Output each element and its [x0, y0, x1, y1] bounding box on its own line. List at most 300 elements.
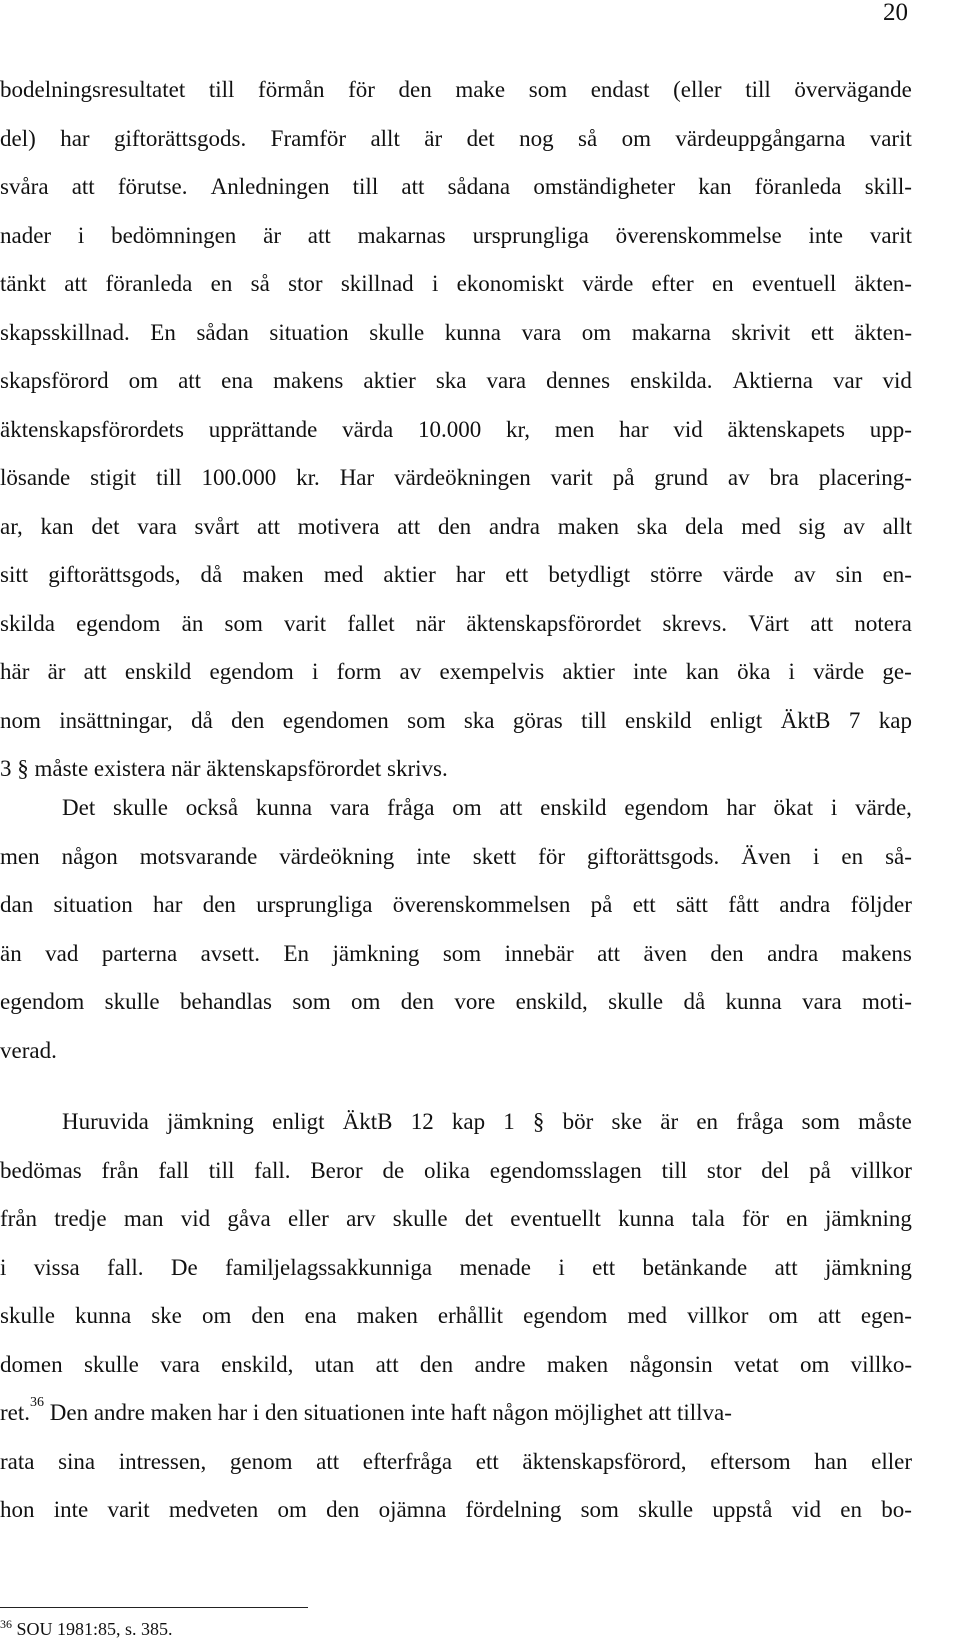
- word: vid: [791, 1497, 822, 1522]
- word: värdeökning: [279, 843, 395, 869]
- word: kap: [878, 707, 912, 733]
- word: ett: [632, 892, 656, 917]
- text-line: [0, 115, 912, 164]
- word: vetat: [733, 1351, 779, 1377]
- text-line: ret. 36 Den andre maken har i den situationen inte haft någon möjlighet att tillva-: [0, 1389, 912, 1438]
- word: ett: [592, 1254, 616, 1280]
- word: notera: [854, 610, 912, 636]
- word: del): [0, 125, 36, 151]
- word: en: [210, 271, 233, 296]
- word: man: [123, 1206, 164, 1231]
- word: föranleda: [754, 174, 842, 199]
- word: till: [661, 1157, 688, 1183]
- text-line: [0, 833, 912, 882]
- footnote-divider: [0, 1607, 308, 1608]
- word: Framför: [270, 125, 347, 151]
- word: fall: [158, 1157, 190, 1183]
- word: ÄktB: [342, 1109, 393, 1134]
- word: egen-: [860, 1303, 912, 1328]
- text-line: [0, 1292, 912, 1341]
- word: domen: [0, 1351, 63, 1377]
- word: vid: [882, 368, 912, 393]
- word: öka: [737, 659, 771, 684]
- word: jämkning: [824, 1254, 912, 1280]
- word: kunna: [618, 1206, 675, 1231]
- word: stor: [288, 271, 323, 296]
- word: skulle: [392, 1206, 448, 1231]
- word: innebär: [504, 940, 574, 966]
- text-line: [0, 163, 912, 212]
- word: jämkning: [825, 1206, 912, 1231]
- word: värda: [342, 416, 394, 442]
- word: i: [431, 271, 439, 296]
- word: inte: [632, 659, 668, 684]
- text-line: [0, 930, 912, 979]
- word: tala: [691, 1206, 725, 1231]
- text-line: [0, 697, 912, 746]
- word: fråga: [736, 1109, 784, 1134]
- word: han: [814, 1448, 848, 1474]
- word: vara: [802, 989, 842, 1014]
- word: äktenskapets: [727, 416, 845, 442]
- word: aktier: [562, 659, 615, 684]
- word: ekonomiskt: [456, 271, 564, 296]
- word: i: [0, 1254, 7, 1280]
- word: varit: [284, 610, 327, 636]
- word: 10.000: [417, 416, 482, 442]
- word: gåva: [227, 1206, 271, 1231]
- word: ÄktB: [780, 707, 831, 733]
- word: vara: [486, 368, 527, 393]
- word: än: [181, 610, 204, 636]
- word: en-: [882, 562, 912, 587]
- word: om: [799, 1351, 830, 1377]
- word: det: [464, 1206, 493, 1231]
- word: arv: [346, 1206, 376, 1231]
- word: för: [742, 1206, 769, 1231]
- word: den: [400, 989, 434, 1014]
- word: §: [532, 1109, 545, 1134]
- word: genom: [229, 1448, 293, 1474]
- word: föranleda: [105, 271, 193, 296]
- word: En: [150, 319, 176, 345]
- word: svårt: [194, 513, 240, 539]
- word: om: [351, 989, 381, 1014]
- word: övervägande: [794, 77, 912, 102]
- word: ökat: [773, 795, 814, 820]
- word: fått: [728, 892, 759, 917]
- word: med: [627, 1303, 668, 1328]
- word: egendomen: [282, 707, 389, 733]
- word: har: [153, 892, 183, 917]
- word: familjelagssakkunniga: [225, 1254, 433, 1280]
- word: andra: [767, 940, 819, 966]
- word: eller: [287, 1206, 329, 1231]
- word: fall.: [107, 1254, 144, 1280]
- word: för: [538, 843, 565, 869]
- word: den: [251, 1303, 285, 1328]
- word: maken: [242, 562, 304, 587]
- word: som: [580, 1497, 619, 1522]
- word: medveten: [168, 1497, 259, 1522]
- word: uppstå: [712, 1497, 773, 1522]
- word: vad: [45, 940, 79, 966]
- word: med: [741, 513, 781, 539]
- word: behandlas: [179, 989, 272, 1014]
- word: men: [554, 416, 595, 442]
- word: om: [201, 1303, 232, 1328]
- word: skapsförord: [0, 368, 109, 393]
- text-line: [0, 648, 912, 697]
- word: så: [250, 271, 270, 296]
- word: att: [774, 1254, 798, 1280]
- word: äktenskapsförordets: [0, 416, 184, 442]
- word: från: [0, 1206, 38, 1231]
- word: make: [455, 77, 506, 102]
- word: En: [283, 940, 310, 966]
- word: ske: [611, 1109, 643, 1134]
- word: rata: [0, 1448, 35, 1474]
- word: som: [292, 989, 331, 1014]
- word: ursprungliga: [256, 892, 373, 917]
- word: nom: [0, 707, 41, 733]
- word: om: [452, 795, 482, 820]
- word: så-: [885, 843, 912, 869]
- word: allt: [882, 513, 912, 539]
- footnote-number: 36: [0, 1617, 12, 1631]
- word: betydligt: [548, 562, 631, 587]
- text-line: [0, 1486, 912, 1535]
- word: äkten-: [854, 319, 912, 345]
- word: den: [398, 77, 432, 102]
- word: svåra: [0, 174, 49, 199]
- word: den: [326, 1497, 360, 1522]
- footnote: [0, 1618, 173, 1642]
- word: ena: [221, 368, 254, 393]
- word: vara: [521, 319, 562, 345]
- word: varit: [869, 222, 912, 248]
- word: bodelningsresultatet: [0, 77, 186, 102]
- word: en: [696, 1109, 719, 1134]
- word: skulle: [83, 1351, 139, 1377]
- word: ske: [151, 1303, 182, 1328]
- word: olika: [423, 1157, 470, 1183]
- word: kan: [698, 174, 732, 199]
- word: ska: [463, 707, 495, 733]
- word: skulle: [104, 989, 160, 1014]
- word: vara: [160, 1351, 200, 1377]
- word: moti-: [862, 989, 912, 1014]
- word: äktenskapsförordet: [466, 610, 642, 636]
- word: en: [840, 1497, 862, 1522]
- word: är: [660, 1109, 679, 1134]
- word: menade: [459, 1254, 531, 1280]
- word: av: [727, 465, 750, 490]
- word: parterna: [101, 940, 178, 966]
- word: de: [382, 1157, 405, 1183]
- word: inte: [808, 222, 844, 248]
- word: kap: [451, 1109, 486, 1134]
- word: att: [83, 659, 107, 684]
- word: nader: [0, 222, 52, 248]
- word: ett: [810, 319, 834, 345]
- word: av: [793, 562, 816, 587]
- word: efter: [651, 271, 694, 296]
- word: Har: [339, 465, 375, 490]
- word: ett: [475, 1448, 499, 1474]
- word: vore: [454, 989, 496, 1014]
- word: den: [437, 513, 472, 539]
- word: här: [0, 659, 30, 684]
- word: som: [528, 77, 568, 102]
- word: då: [191, 707, 213, 733]
- word: egendom: [209, 659, 294, 684]
- word: äkten-: [854, 271, 912, 296]
- word: ska: [435, 368, 467, 393]
- text-line: verad.: [0, 1037, 57, 1063]
- word: kunna: [74, 1303, 132, 1328]
- word: har: [619, 416, 649, 442]
- text-line: [0, 881, 912, 930]
- word: den: [231, 707, 265, 733]
- word: villko-: [850, 1351, 912, 1377]
- word: värde: [582, 271, 634, 296]
- word: 1: [503, 1109, 515, 1134]
- word: då: [200, 562, 223, 587]
- word: insättningar,: [59, 707, 173, 733]
- text-line: [0, 1438, 912, 1487]
- word: enskild: [124, 659, 192, 684]
- word: enskild: [540, 795, 607, 820]
- text-line: 3 § måste existera när äktenskapsförordet skrivs.: [0, 756, 448, 781]
- word: placering-: [818, 465, 912, 490]
- word: intressen,: [118, 1448, 207, 1474]
- word: enskild,: [221, 1351, 294, 1377]
- word: inte: [416, 843, 451, 869]
- word: göras: [512, 707, 563, 733]
- word: så: [578, 125, 598, 151]
- word: i: [558, 1254, 565, 1280]
- word: lösande: [0, 465, 71, 490]
- word: då: [683, 989, 706, 1014]
- word: var: [833, 368, 863, 393]
- word: 7: [848, 707, 861, 733]
- word: till: [208, 1157, 235, 1183]
- word: villkor: [850, 1157, 912, 1183]
- word: fall.: [254, 1157, 291, 1183]
- word: den: [710, 940, 744, 966]
- word: sin: [835, 562, 863, 587]
- word: inte: [53, 1497, 89, 1522]
- word: ena: [304, 1303, 337, 1328]
- word: för: [348, 77, 375, 102]
- word: skapsskillnad.: [0, 319, 130, 345]
- word: skillnad: [340, 271, 414, 296]
- word: har: [726, 795, 756, 820]
- word: ar,: [0, 513, 23, 539]
- word: överenskommelse: [615, 222, 782, 248]
- text-line: [0, 551, 912, 600]
- word: som: [801, 1109, 840, 1134]
- word: makarna: [631, 319, 711, 345]
- word: maken: [356, 1303, 418, 1328]
- paragraph-3: [0, 1098, 912, 1535]
- word: Huruvida: [62, 1109, 149, 1134]
- word: dela: [685, 513, 724, 539]
- word: bra: [769, 465, 799, 490]
- word: maken: [557, 513, 620, 539]
- word: motivera: [297, 513, 380, 539]
- word: makens: [273, 368, 344, 393]
- word: situation: [269, 319, 349, 345]
- word: del: [761, 1157, 790, 1183]
- word: egendomsslagen: [489, 1157, 642, 1183]
- word: den: [419, 1351, 454, 1377]
- word: De: [170, 1254, 198, 1280]
- word: har: [60, 125, 90, 151]
- word: fråga: [387, 795, 435, 820]
- word: stor: [706, 1157, 742, 1183]
- word: dan: [0, 892, 34, 917]
- word: om: [581, 319, 612, 345]
- word: sätt: [675, 892, 708, 917]
- word: situation: [53, 892, 133, 917]
- word: som: [442, 940, 482, 966]
- word: motsvarande: [139, 843, 258, 869]
- word: enskilda.: [630, 368, 713, 393]
- text-line: [0, 1244, 912, 1293]
- word: överenskommelsen: [392, 892, 571, 917]
- word: också: [185, 795, 239, 820]
- word: värde,: [855, 795, 912, 820]
- word: eventuell: [751, 271, 837, 296]
- word: dennes: [546, 368, 611, 393]
- word: giftorättsgods.: [586, 843, 720, 869]
- word: hon: [0, 1497, 35, 1522]
- word: bedömningen: [111, 222, 237, 248]
- word: i: [312, 659, 319, 684]
- word: att: [499, 795, 523, 820]
- word: skulle: [638, 1497, 694, 1522]
- word: utan: [314, 1351, 355, 1377]
- word: om: [621, 125, 651, 151]
- word: upprättande: [208, 416, 318, 442]
- word: i: [830, 795, 838, 820]
- word: till: [745, 77, 771, 102]
- word: makarnas: [357, 222, 446, 248]
- word: ett: [505, 562, 529, 587]
- word: skulle: [112, 795, 168, 820]
- word: än: [0, 940, 22, 966]
- word: sina: [58, 1448, 96, 1474]
- word: värdeuppgångarna: [675, 125, 846, 151]
- word: kan: [685, 659, 719, 684]
- text-line: [0, 357, 912, 406]
- text-line: [0, 1341, 912, 1390]
- word: att: [178, 368, 202, 393]
- word: tredje: [54, 1206, 107, 1231]
- word: värde: [813, 659, 865, 684]
- word: att: [817, 1303, 841, 1328]
- word: är: [47, 659, 66, 684]
- word: grund: [654, 465, 708, 490]
- word: om: [768, 1303, 798, 1328]
- word: att: [71, 174, 95, 199]
- word: enskild: [625, 707, 692, 733]
- word: makens: [841, 940, 912, 966]
- word: att: [401, 174, 425, 199]
- word: förmån: [258, 77, 325, 102]
- word: värdeökningen: [394, 465, 531, 490]
- word: av: [843, 513, 865, 539]
- word: efterfråga: [362, 1448, 453, 1474]
- word: när: [415, 610, 446, 636]
- word: även: [643, 940, 687, 966]
- word: Det: [62, 795, 96, 820]
- word: kunna: [725, 989, 782, 1014]
- word: till: [352, 174, 379, 199]
- text-line: [0, 454, 912, 503]
- word: giftorättsgods,: [48, 562, 181, 587]
- word: att: [316, 1448, 340, 1474]
- word: på: [590, 892, 613, 917]
- footnote-reference[interactable]: 36: [30, 1395, 45, 1410]
- word: men: [0, 843, 40, 869]
- word: det: [91, 513, 120, 539]
- word: att: [810, 610, 834, 636]
- word: till: [208, 77, 235, 102]
- word: en: [841, 843, 864, 869]
- paragraph-1: [0, 66, 912, 794]
- word: det: [466, 125, 495, 151]
- word: Aktierna: [732, 368, 813, 393]
- word: enligt: [272, 1109, 325, 1134]
- word: till: [581, 707, 607, 733]
- word: att: [597, 940, 621, 966]
- word: skilda: [0, 610, 55, 636]
- word: varit: [869, 125, 912, 151]
- word: egendom: [0, 989, 85, 1014]
- word: måste: [858, 1109, 912, 1134]
- word: vara: [137, 513, 177, 539]
- word: äktenskapsförord,: [522, 1448, 687, 1474]
- word: bör: [562, 1109, 594, 1134]
- word: om: [277, 1497, 307, 1522]
- word: någon: [61, 843, 118, 869]
- word: skulle: [369, 319, 425, 345]
- text-line: [0, 212, 912, 261]
- text-line: [0, 503, 912, 552]
- text-line: [0, 600, 912, 649]
- word: sitt: [0, 562, 29, 587]
- word: en: [711, 271, 734, 296]
- word: giftorättsgods.: [113, 125, 247, 151]
- word: kunna: [255, 795, 313, 820]
- word: aktier: [383, 562, 436, 587]
- word: från: [101, 1157, 139, 1183]
- word: tänkt: [0, 271, 46, 296]
- word: att: [64, 271, 88, 296]
- word: andra: [488, 513, 540, 539]
- word: fallet: [347, 610, 395, 636]
- word: skrivit: [731, 319, 791, 345]
- text-line: [0, 260, 912, 309]
- word: villkor: [687, 1303, 749, 1328]
- word: maken: [546, 1351, 609, 1377]
- word: på: [809, 1157, 831, 1183]
- word: jämkning: [332, 940, 420, 966]
- word: egendom: [523, 1303, 608, 1328]
